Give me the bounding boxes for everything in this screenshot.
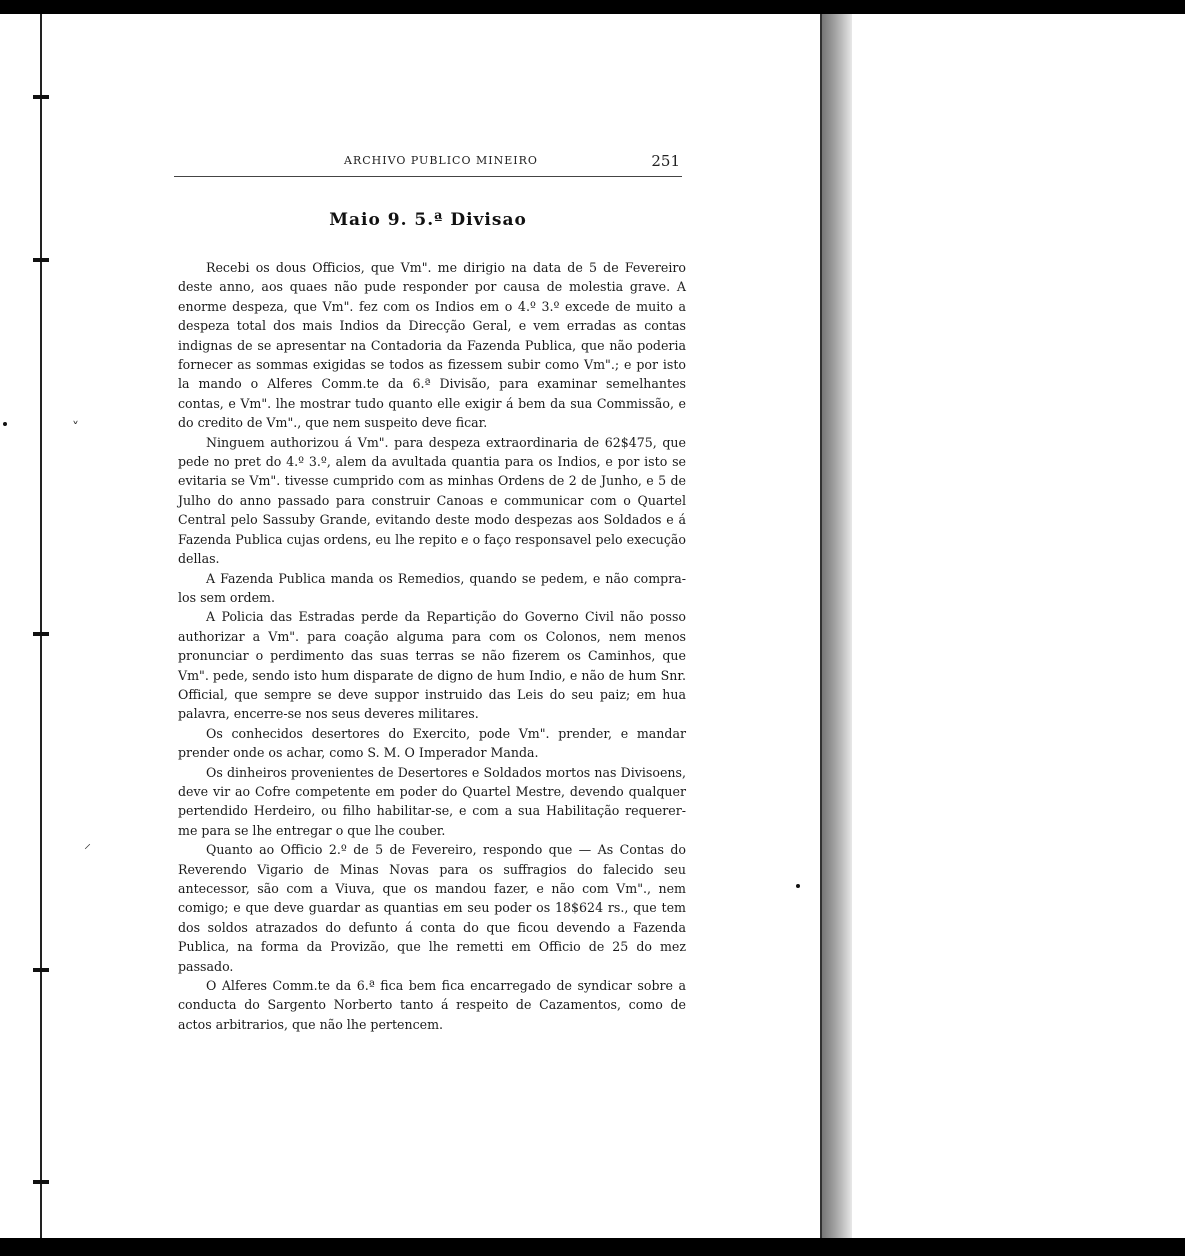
running-title: ARCHIVO PUBLICO MINEIRO — [344, 154, 538, 167]
paragraph: O Alferes Comm.te da 6.ª fica bem fica encarregado de syndicar sobre a conducta do Sargento Norberto tanto á respeito de Cazamentos, como de actos arbitrarios, que não lhe pertencem. — [178, 978, 686, 1032]
scan-bottom-border — [0, 1238, 1185, 1256]
paragraph: A Policia das Estradas perde da Repartição do Governo Civil não posso authorizar a Vm". para coação alguma para com os Colonos, nem menos pronunciar o perdimento das suas terras se não fizerem os Caminhos, que Vm". pede, sendo isto hum disparate de digno de hum Indio, e não de hum Snr. Official, que sempre se deve suppor instruido das Leis do seu paiz; em hua palavra, encerre-se nos seus deveres militares. — [178, 609, 686, 722]
header-rule — [174, 176, 682, 177]
scan-edge-tick — [33, 95, 49, 99]
scan-mark: ˅ — [72, 420, 79, 436]
paragraph: Recebi os dous Officios, que Vm". me dirigio na data de 5 de Fevereiro deste anno, aos quaes não pude responder por causa de molestia grave. A enorme despeza, que Vm". fez com os Indios em o 4.º 3.º excede de muito a despeza total dos mais Indios da Direcção Geral, e vem erradas as contas indignas de se apresentar na Contadoria da Fazenda Publica, que não poderia fornecer as sommas exigidas se todos as fizessem subir como Vm".; e por isto la mando o Alferes Comm.te da 6.ª Divisão, para examinar semelhantes contas, e Vm". lhe mostrar tudo quanto elle exigir á bem da sua Commissão, e do credito de Vm"., que nem suspeito deve ficar. — [178, 260, 686, 431]
scan-edge-tick — [33, 632, 49, 636]
scan-edge-tick — [33, 968, 49, 972]
scan-speck — [3, 422, 7, 426]
page-number: 251 — [651, 152, 680, 170]
paragraph: Os dinheiros provenientes de Desertores e Soldados mortos nas Divisoens, deve vir ao Cofre competente em poder do Quartel Mestre, devendo qualquer pertendido Herdeiro, ou filho habilitar-se, e com a sua Habilitação requerer-me para se lhe entregar o que lhe couber. — [178, 764, 686, 838]
paragraph: A Fazenda Publica manda os Remedios, quando se pedem, e não compra-los sem ordem. — [178, 570, 686, 605]
scan-edge-tick — [33, 258, 49, 262]
paragraph: Ninguem authorizou á Vm". para despeza extraordinaria de 62$475, que pede no pret do 4.º 3.º, alem da avultada quantia para os Indios, e por isto se evitaria se Vm". tivesse cumprido com as minhas Ordens de 2 de Junho, e 5 de Julho do anno passado para construir Canoas e communicar com o Quartel Central pelo Sassuby Grande, evitando deste modo despezas aos Soldados e á Fazenda Publica cujas ordens, eu lhe repito e o faço responsavel pelo execução dellas. — [178, 434, 686, 567]
scan-speck — [796, 884, 800, 888]
scan-edge-tick — [33, 1180, 49, 1184]
page-header — [174, 152, 682, 172]
section-title: Maio 9. 5.ª Divisao — [329, 210, 527, 230]
page-spine-shadow — [822, 14, 852, 1238]
scan-top-border — [0, 0, 1185, 14]
paragraph: Quanto ao Officio 2.º de 5 de Fevereiro, respondo que — As Contas do Reverendo Vigario de Minas Novas para os suffragios do falecido seu antecessor, são com a Viuva, que os mandou fazer, e não com Vm"., nem comigo; e que deve guardar as quantias em seu poder os 18$624 rs., que tem dos soldos atrazados do defunto á conta do que ficou devendo a Fazenda Publica, na forma da Provizão, que lhe remetti em Officio de 25 do mez passado. — [178, 842, 686, 974]
scan-mark: ⸝ — [84, 836, 91, 852]
paragraph: Os conhecidos desertores do Exercito, pode Vm". prender, e mandar prender onde os achar, como S. M. O Imperador Manda. — [178, 725, 686, 761]
letter-body — [178, 258, 686, 1034]
scan-left-edge — [40, 14, 42, 1238]
